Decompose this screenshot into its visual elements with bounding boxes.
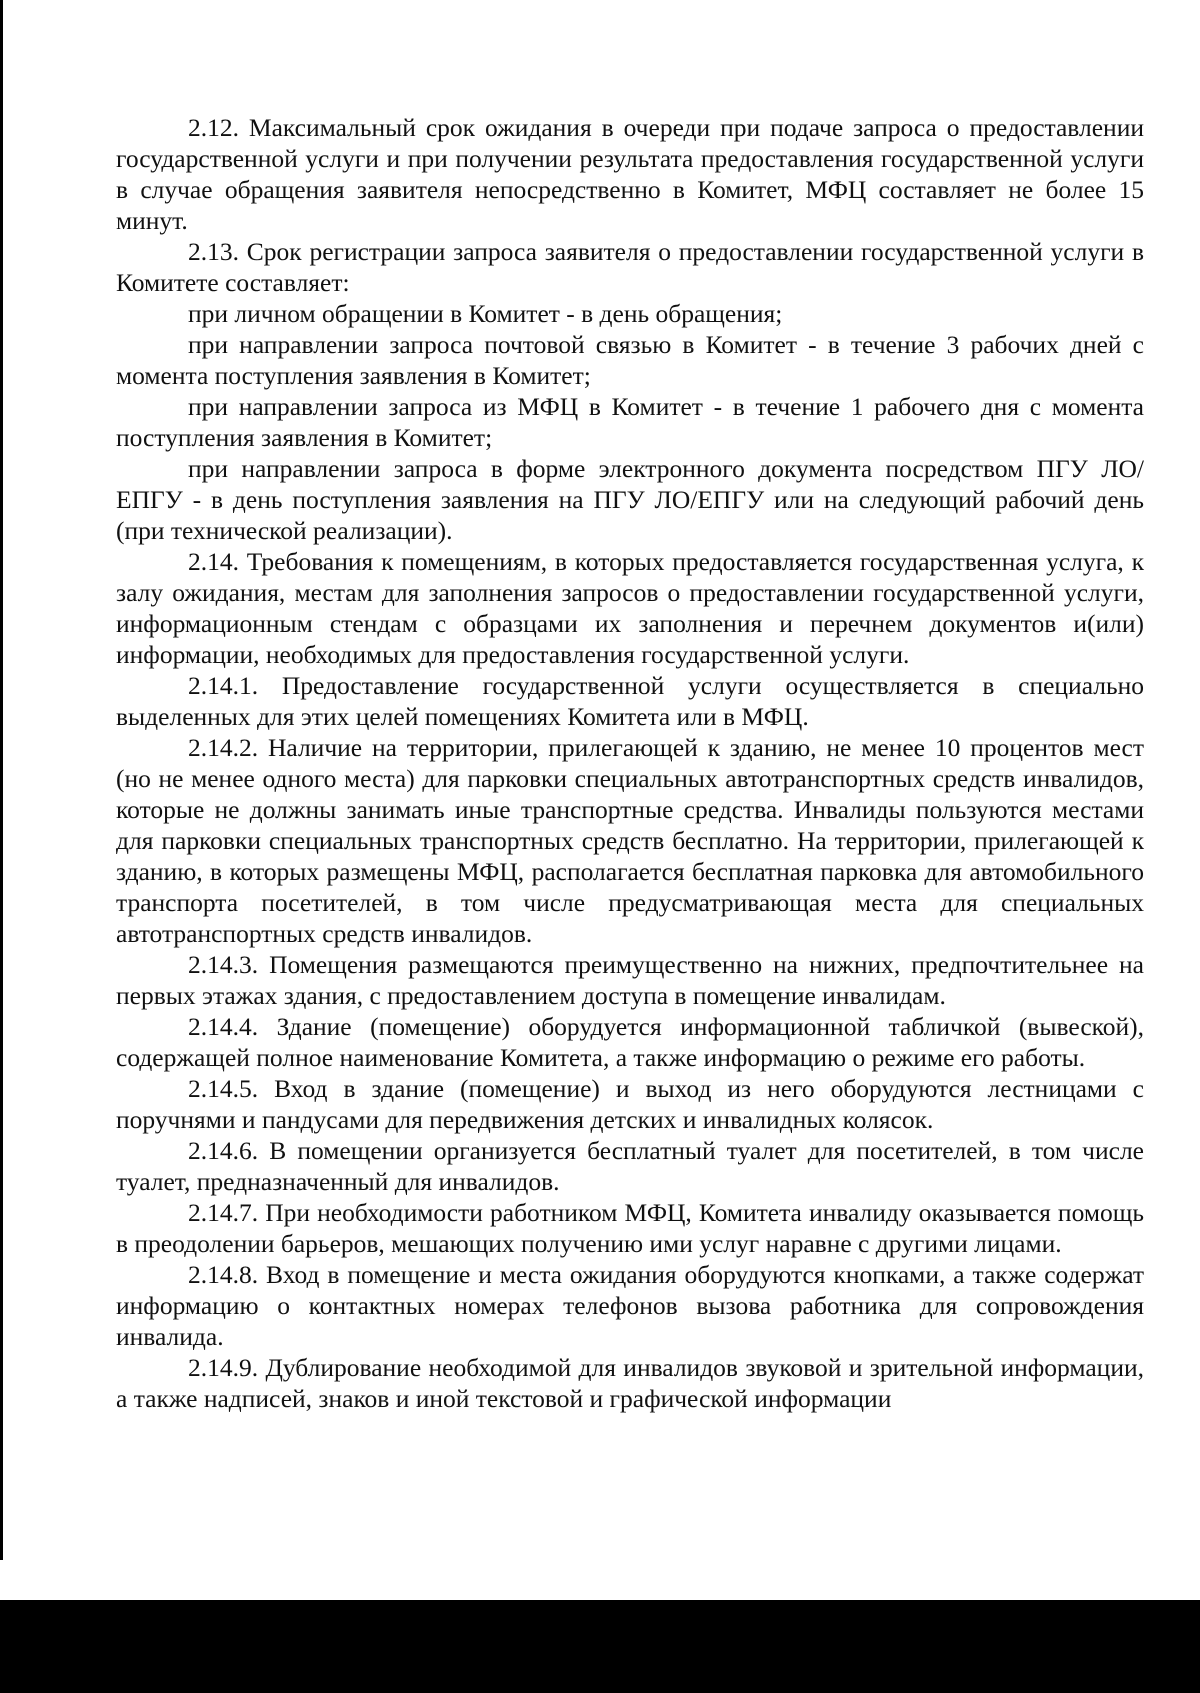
scan-bottom-bar xyxy=(0,1600,1200,1693)
paragraph-2-12: 2.12. Максимальный срок ожидания в очереди при подаче запроса о предоставлении государственной услуги и при получении результата предоставления государственной услуги в случае обращения заявителя непосредственно в Комитет, МФЦ составляет не более 15 минут. xyxy=(116,113,1144,235)
paragraph-electronic: при направлении запроса в форме электронного документа посредством ПГУ ЛО/ЕПГУ - в день поступления заявления на ПГУ ЛО/ЕПГУ или на следующий рабочий день (при технической реализации). xyxy=(116,454,1144,545)
paragraph-2-14: 2.14. Требования к помещениям, в которых предоставляется государственная услуга, к залу ожидания, местам для заполнения запросов о предоставлении государственной услуги, информационным стендам с образцами их заполнения и перечнем документов и(или) информации, необходимых для предоставления государственной услуги. xyxy=(116,547,1144,669)
paragraph-postal: при направлении запроса почтовой связью в Комитет - в течение 3 рабочих дней с момента поступления заявления в Комитет; xyxy=(116,330,1144,390)
scan-left-edge xyxy=(0,0,3,1560)
paragraph-2-14-3: 2.14.3. Помещения размещаются преимущественно на нижних, предпочтительнее на первых этажах здания, с предоставлением доступа в помещение инвалидам. xyxy=(116,950,1144,1010)
paragraph-2-14-1: 2.14.1. Предоставление государственной услуги осуществляется в специально выделенных для этих целей помещениях Комитета или в МФЦ. xyxy=(116,671,1144,731)
paragraph-2-13: 2.13. Срок регистрации запроса заявителя о предоставлении государственной услуги в Комитете составляет: xyxy=(116,237,1144,297)
paragraph-2-14-2: 2.14.2. Наличие на территории, прилегающей к зданию, не менее 10 процентов мест (но не менее одного места) для парковки специальных автотранспортных средств инвалидов, которые не должны занимать иные транспортные средства. Инвалиды пользуются местами для парковки специальных транспортных средств бесплатно. На территории, прилегающей к зданию, в которых размещены МФЦ, располагается бесплатная парковка для автомобильного транспорта посетителей, в том числе предусматривающая места для специальных автотранспортных средств инвалидов. xyxy=(116,733,1144,948)
paragraph-2-14-8: 2.14.8. Вход в помещение и места ожидания оборудуются кнопками, а также содержат информацию о контактных номерах телефонов вызова работника для сопровождения инвалида. xyxy=(116,1260,1144,1351)
paragraph-2-14-9: 2.14.9. Дублирование необходимой для инвалидов звуковой и зрительной информации, а также надписей, знаков и иной текстовой и графической информации xyxy=(116,1353,1144,1413)
paragraph-2-14-4: 2.14.4. Здание (помещение) оборудуется информационной табличкой (вывеской), содержащей полное наименование Комитета, а также информацию о режиме его работы. xyxy=(116,1012,1144,1072)
paragraph-mfc: при направлении запроса из МФЦ в Комитет - в течение 1 рабочего дня с момента поступления заявления в Комитет; xyxy=(116,392,1144,452)
paragraph-2-14-5: 2.14.5. Вход в здание (помещение) и выход из него оборудуются лестницами с поручнями и пандусами для передвижения детских и инвалидных колясок. xyxy=(116,1074,1144,1134)
paragraph-2-14-7: 2.14.7. При необходимости работником МФЦ, Комитета инвалиду оказывается помощь в преодолении барьеров, мешающих получению ими услуг наравне с другими лицами. xyxy=(116,1198,1144,1258)
paragraph-personal-visit: при личном обращении в Комитет - в день обращения; xyxy=(188,299,783,328)
document-body xyxy=(116,112,1144,1414)
paragraph-2-14-6: 2.14.6. В помещении организуется бесплатный туалет для посетителей, в том числе туалет, предназначенный для инвалидов. xyxy=(116,1136,1144,1196)
